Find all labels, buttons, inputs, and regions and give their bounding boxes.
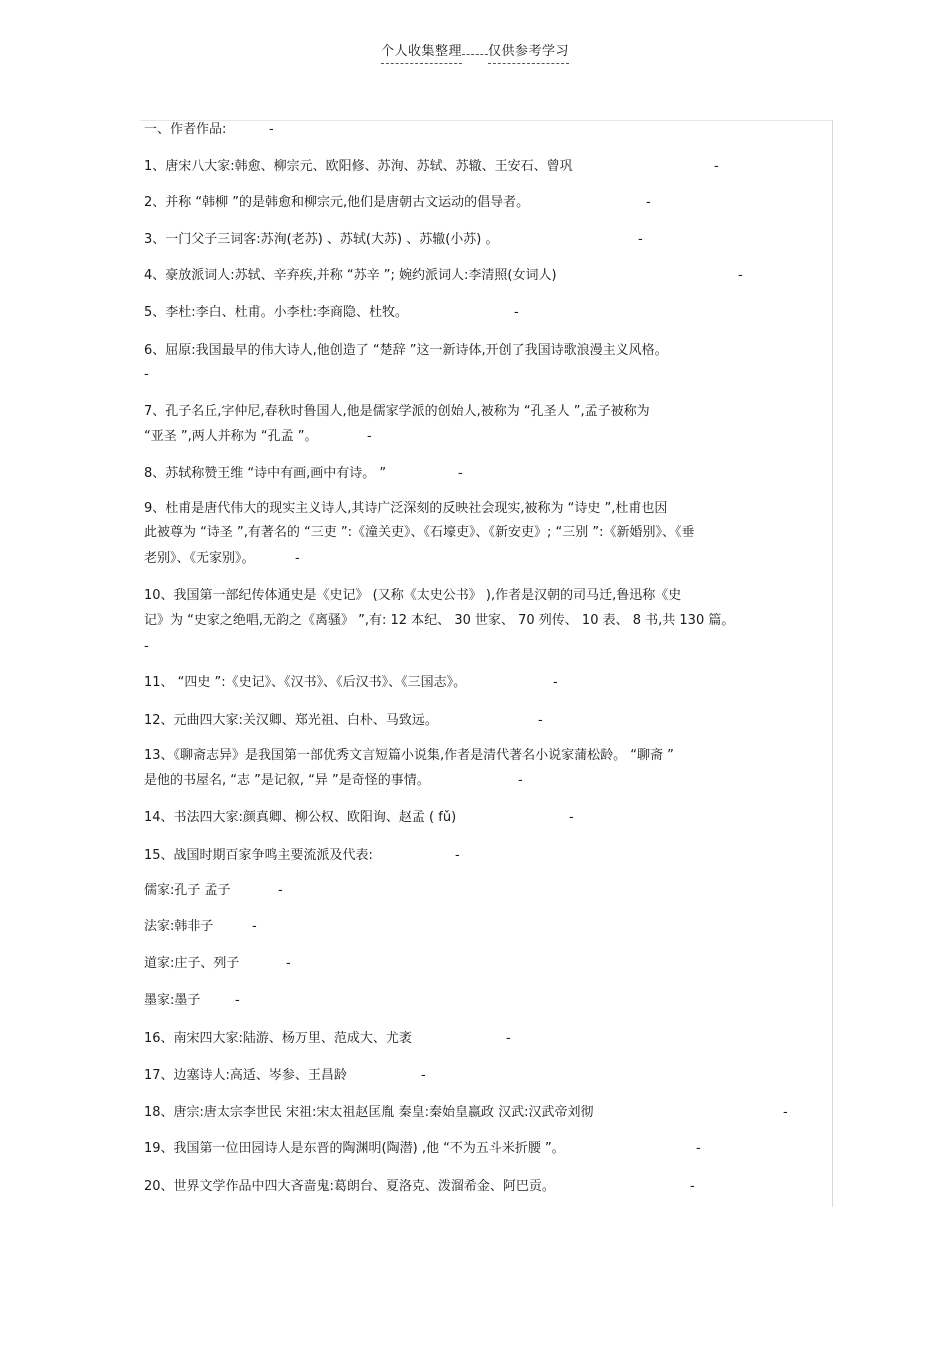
text-line: 是他的书屋名, “志 ”是记叙, “异 ”是奇怪的事情。 [144, 773, 430, 788]
line-marker: - [269, 122, 274, 137]
header-separator [462, 50, 488, 55]
line-marker: - [696, 1141, 701, 1156]
line-marker: - [252, 919, 257, 934]
text-line: 10、我国第一部纪传体通史是《史记》 (又称《太史公书》 ),作者是汉朝的司马迁,鲁迅称《史 [144, 588, 682, 603]
text-line: 20、世界文学作品中四大吝啬鬼:葛朗台、夏洛克、泼溜希金、阿巴贡。 [144, 1179, 555, 1194]
text-line: 9、杜甫是唐代伟大的现实主义诗人,其诗广泛深刻的反映社会现实,被称为 “诗史 ”,杜甫也因 [144, 501, 668, 516]
text-line: 儒家:孔子 孟子 [144, 883, 231, 898]
text-line: 此被尊为 “诗圣 ”,有著名的 “三吏 ”:《潼关吏》、《石壕吏》、《新安吏》; “三别 ”:《新婚别》、《垂 [144, 525, 695, 540]
line-marker: - [514, 305, 519, 320]
line-marker: - [506, 1031, 511, 1046]
text-line: 11、 “四史 ”:《史记》、《汉书》、《后汉书》、《三国志》。 [144, 675, 467, 690]
text-line: 8、苏轼称赞王维 “诗中有画,画中有诗。 ” [144, 466, 387, 481]
line-marker: - [421, 1068, 426, 1083]
line-marker: - [144, 367, 149, 382]
text-line: 5、李杜:李白、杜甫。小李杜:李商隐、杜牧。 [144, 305, 409, 320]
text-line: 法家:韩非子 [144, 919, 214, 934]
line-marker: - [553, 675, 558, 690]
line-marker: - [367, 429, 372, 444]
line-marker: - [144, 639, 149, 654]
header-left-text: 个人收集整理 [381, 40, 462, 64]
text-line: 19、我国第一位田园诗人是东晋的陶渊明(陶潜) ,他 “不为五斗米折腰 ”。 [144, 1141, 565, 1156]
line-marker: - [783, 1105, 788, 1120]
text-line: 2、并称 “韩柳 ”的是韩愈和柳宗元,他们是唐朝古文运动的倡导者。 [144, 195, 530, 210]
line-marker: - [458, 466, 463, 481]
line-marker: - [235, 993, 240, 1008]
text-line: 15、战国时期百家争鸣主要流派及代表: [144, 848, 373, 863]
line-marker: - [278, 883, 283, 898]
line-marker: - [286, 956, 291, 971]
page-header [0, 40, 950, 64]
text-line: 7、孔子名丘,字仲尼,春秋时鲁国人,他是儒家学派的创始人,被称为 “孔圣人 ”,孟子被称为 [144, 404, 650, 419]
header-right-text: 仅供参考学习 [488, 40, 569, 64]
section-heading: 一、作者作品: [144, 122, 227, 137]
line-marker: - [455, 848, 460, 863]
line-marker: - [714, 159, 719, 174]
text-line: 3、一门父子三词客:苏洵(老苏) 、苏轼(大苏) 、苏辙(小苏) 。 [144, 232, 499, 247]
line-marker: - [738, 268, 743, 283]
line-marker: - [295, 551, 300, 566]
text-line: 6、屈原:我国最早的伟大诗人,他创造了 “楚辞 ”这一新诗体,开创了我国诗歌浪漫主义风格。 [144, 343, 668, 358]
text-line: 老别》、《无家别》。 [144, 551, 255, 566]
text-line: 18、唐宗:唐太宗李世民 宋祖:宋太祖赵匡胤 秦皇:秦始皇嬴政 汉武:汉武帝刘彻 [144, 1105, 594, 1120]
text-line: 12、元曲四大家:关汉卿、郑光祖、白朴、马致远。 [144, 713, 438, 728]
text-line: 记》为 “史家之绝唱,无韵之《离骚》 ”,有: 12 本纪、 30 世家、 70 列传、 10 表、 8 书,共 130 篇。 [144, 613, 735, 628]
text-line: 13、《聊斋志异》是我国第一部优秀文言短篇小说集,作者是清代著名小说家蒲松龄。 “聊斋 ” [144, 748, 674, 763]
line-marker: - [646, 195, 651, 210]
text-line: “亚圣 ”,两人并称为 “孔孟 ”。 [144, 429, 318, 444]
text-line: 道家:庄子、列子 [144, 956, 240, 971]
line-marker: - [690, 1179, 695, 1194]
line-marker: - [538, 713, 543, 728]
text-line: 16、南宋四大家:陆游、杨万里、范成大、尤袤 [144, 1031, 412, 1046]
text-line: 14、书法四大家:颜真卿、柳公权、欧阳询、赵孟 ( fǔ) [144, 810, 457, 825]
line-marker: - [569, 810, 574, 825]
text-line: 4、豪放派词人:苏轼、辛弃疾,并称 “苏辛 ”; 婉约派词人:李清照(女词人) [144, 268, 557, 283]
text-line: 1、唐宋八大家:韩愈、柳宗元、欧阳修、苏洵、苏轼、苏辙、王安石、曾巩 [144, 159, 573, 174]
text-line: 17、边塞诗人:高适、岑参、王昌龄 [144, 1068, 347, 1083]
line-marker: - [518, 773, 523, 788]
line-marker: - [638, 232, 643, 247]
text-line: 墨家:墨子 [144, 993, 201, 1008]
